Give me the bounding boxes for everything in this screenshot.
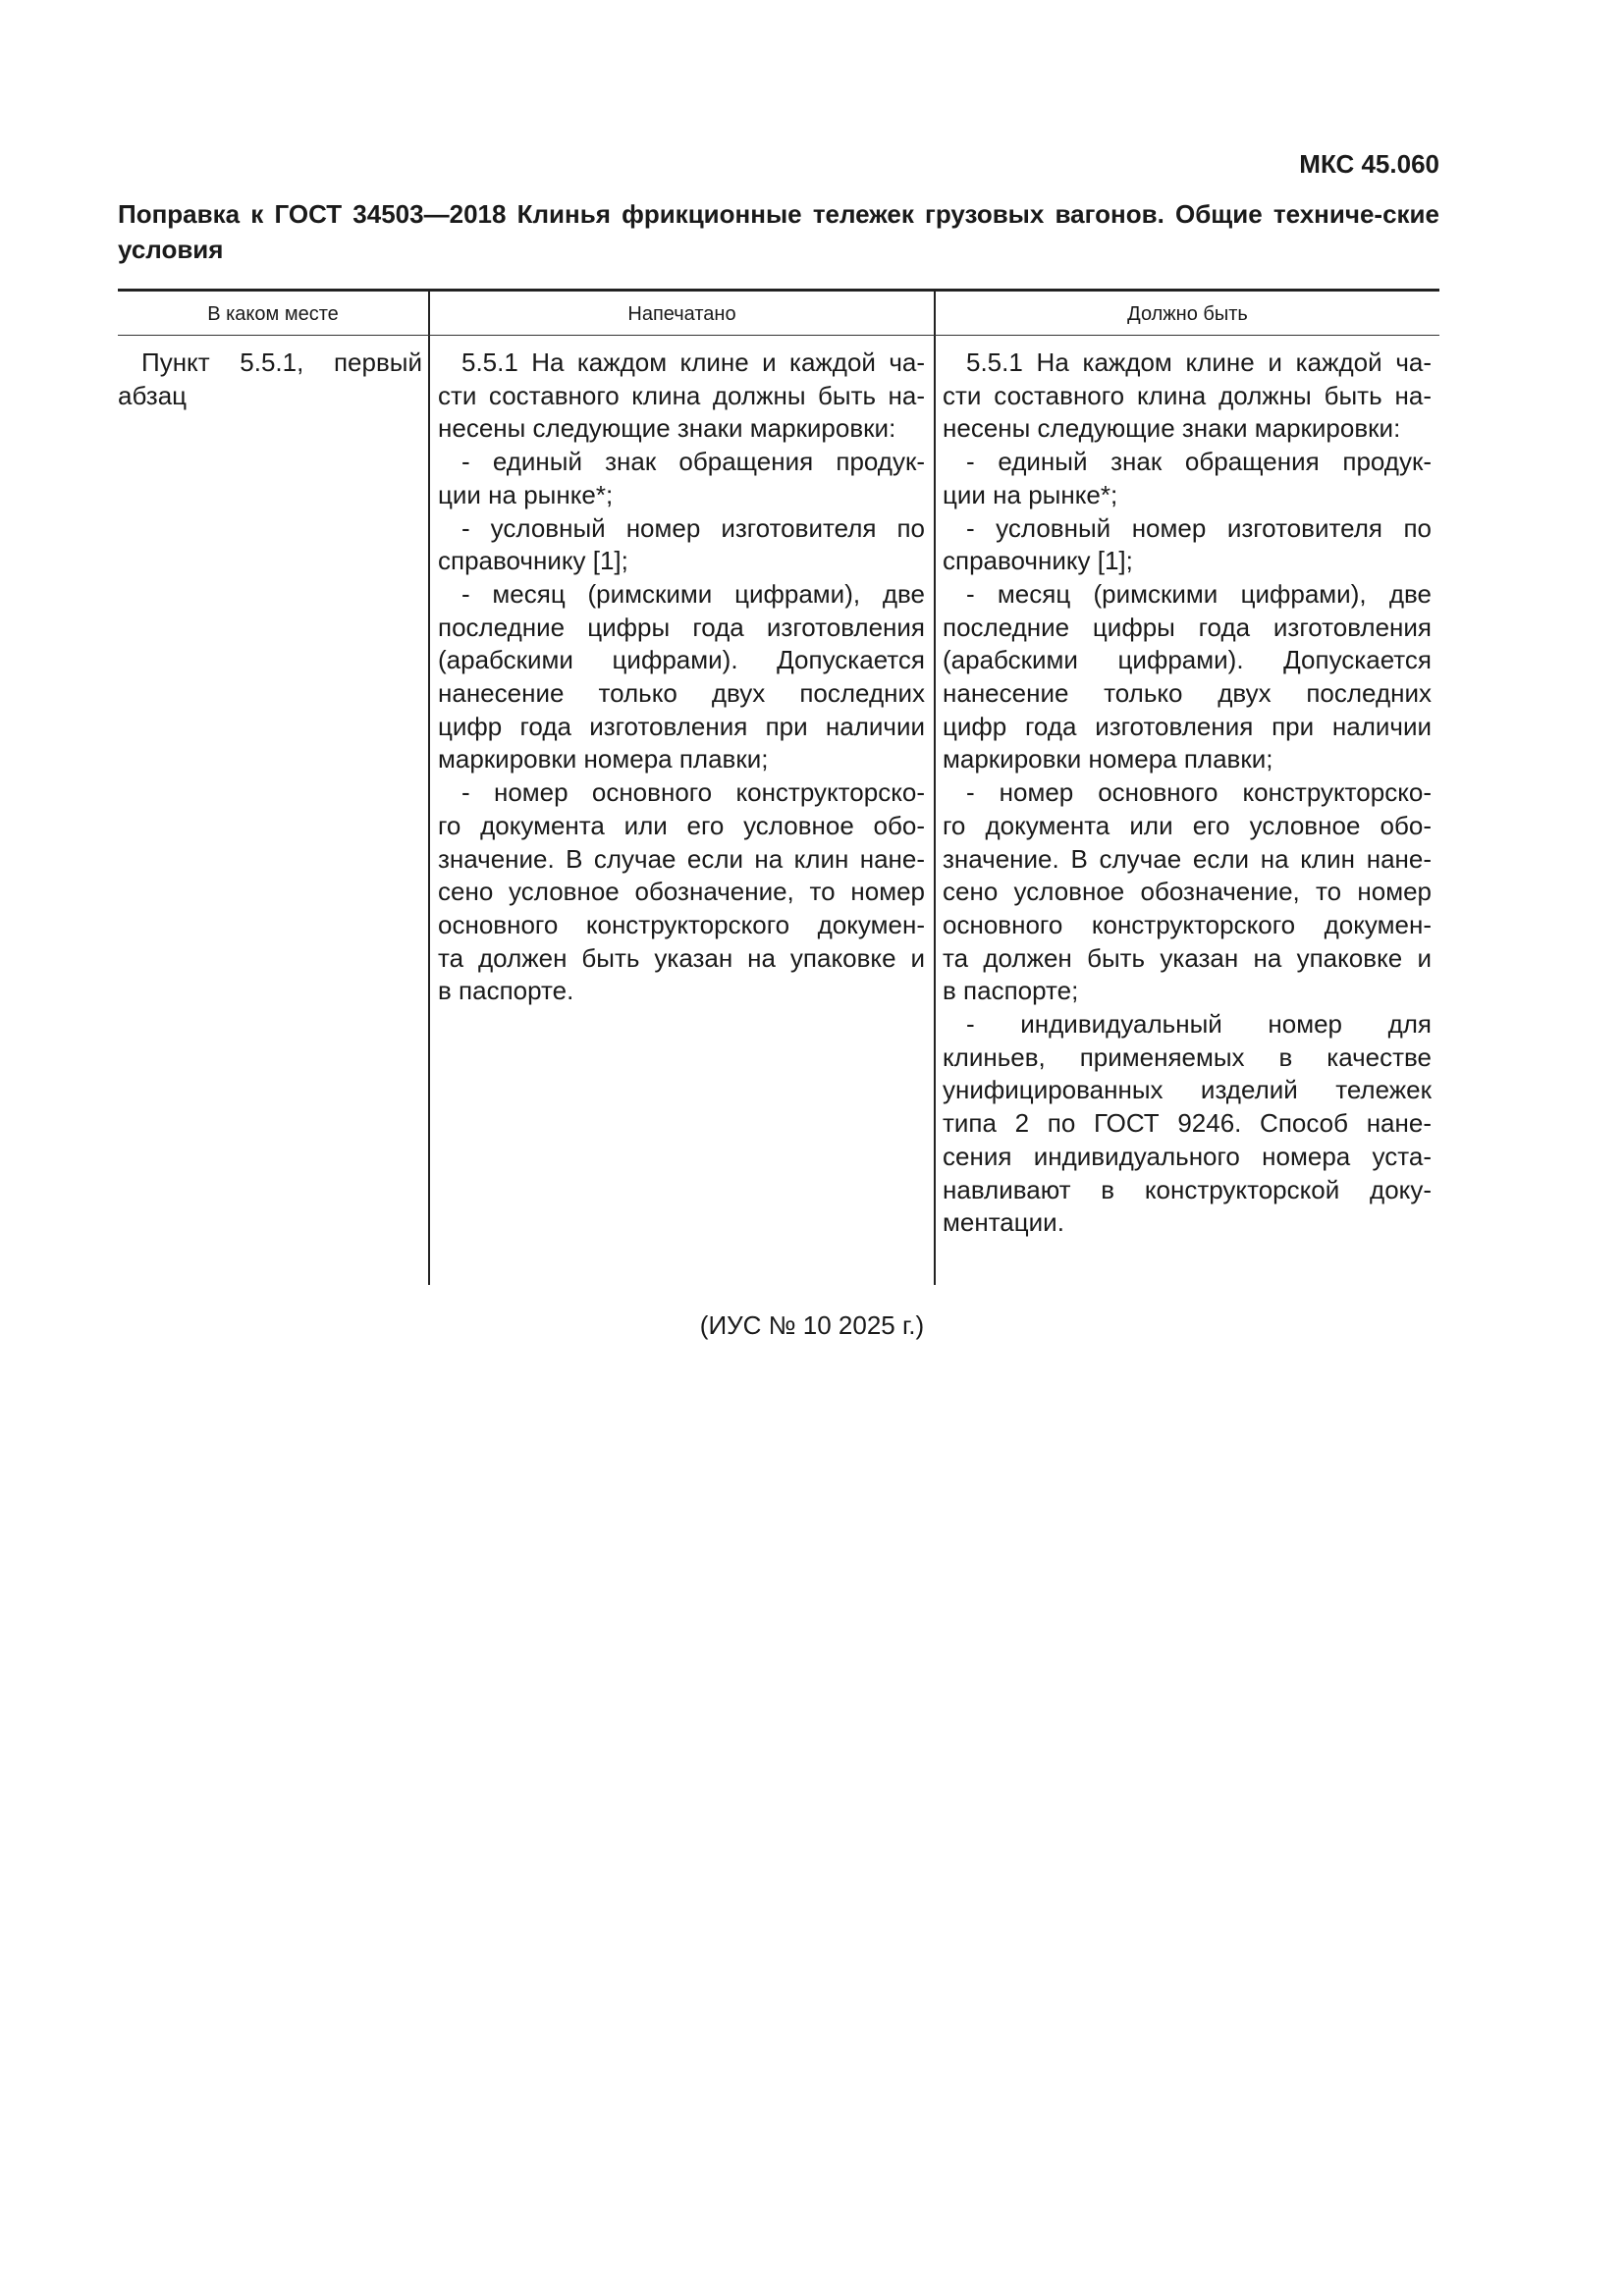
column-header-correct: Должно быть bbox=[1127, 303, 1248, 325]
cell-place bbox=[118, 347, 422, 412]
text-line: справочнику [1]; bbox=[438, 546, 628, 576]
text-line: значение. В случае если на клин нане- bbox=[438, 843, 925, 874]
correction-table bbox=[118, 289, 1439, 1285]
text-line: унифицированных изделий тележек bbox=[943, 1075, 1432, 1105]
classification-code: МКС 45.060 bbox=[1299, 149, 1439, 179]
column-header-place: В каком месте bbox=[207, 303, 339, 325]
text-line: - условный номер изготовителя по bbox=[461, 512, 925, 543]
text-line: основного конструкторского докумен- bbox=[943, 909, 1432, 939]
text-line: - номер основного конструкторско- bbox=[461, 777, 925, 808]
text-line: та должен быть указан на упаковке и bbox=[943, 942, 1432, 973]
text-line: последние цифры года изготовления bbox=[943, 612, 1432, 642]
text-line: та должен быть указан на упаковке и bbox=[438, 942, 925, 973]
text-line: несены следующие знаки маркировки: bbox=[438, 413, 896, 444]
header-divider bbox=[118, 335, 1439, 336]
text-line: сено условное обозначение, то номер bbox=[438, 877, 925, 907]
text-line: - единый знак обращения продук- bbox=[461, 447, 925, 477]
footer-note: (ИУС № 10 2025 г.) bbox=[699, 1310, 925, 1340]
text-line: значение. В случае если на клин нане- bbox=[943, 843, 1432, 874]
text-line: - месяц (римскими цифрами), две bbox=[461, 578, 925, 609]
text-line: Пункт 5.5.1, первый bbox=[141, 347, 422, 377]
text-line: го документа или его условное обо- bbox=[943, 810, 1432, 840]
cell-correct bbox=[943, 347, 1432, 1240]
text-line: нанесение только двух последних bbox=[438, 678, 925, 709]
text-line: цифр года изготовления при наличии bbox=[438, 711, 925, 741]
text-line: клиньев, применяемых в качестве bbox=[943, 1041, 1432, 1072]
text-line: абзац bbox=[118, 380, 188, 410]
text-line: цифр года изготовления при наличии bbox=[943, 711, 1432, 741]
text-line: несены следующие знаки маркировки: bbox=[943, 413, 1401, 444]
text-line: ции на рынке*; bbox=[943, 479, 1118, 509]
text-line: - условный номер изготовителя по bbox=[966, 512, 1432, 543]
text-line: маркировки номера плавки; bbox=[438, 744, 769, 774]
column-divider bbox=[934, 292, 936, 1285]
text-line: в паспорте; bbox=[943, 976, 1079, 1006]
text-line: 5.5.1 На каждом клине и каждой ча- bbox=[966, 347, 1432, 377]
text-line: основного конструкторского докумен- bbox=[438, 909, 925, 939]
text-line: нанесение только двух последних bbox=[943, 678, 1432, 709]
text-line: го документа или его условное обо- bbox=[438, 810, 925, 840]
text-line: в паспорте. bbox=[438, 976, 574, 1006]
text-line: сено условное обозначение, то номер bbox=[943, 877, 1432, 907]
text-line: маркировки номера плавки; bbox=[943, 744, 1273, 774]
cell-printed bbox=[438, 347, 925, 1008]
text-line: - месяц (римскими цифрами), две bbox=[966, 578, 1432, 609]
text-line: навливают в конструкторской доку- bbox=[943, 1174, 1432, 1204]
text-line: ментации. bbox=[943, 1207, 1064, 1238]
text-line: - единый знак обращения продук- bbox=[966, 447, 1432, 477]
document-title: Поправка к ГОСТ 34503—2018 Клинья фрикционные тележек грузовых вагонов. Общие техниче-ские условия bbox=[118, 199, 1439, 264]
text-line: типа 2 по ГОСТ 9246. Способ нане- bbox=[943, 1108, 1432, 1139]
text-line: (арабскими цифрами). Допускается bbox=[943, 645, 1432, 675]
text-line: 5.5.1 На каждом клине и каждой ча- bbox=[461, 347, 925, 377]
text-line: - индивидуальный номер для bbox=[966, 1009, 1432, 1040]
column-header-printed: Напечатано bbox=[627, 303, 736, 325]
text-line: - номер основного конструкторско- bbox=[966, 777, 1432, 808]
text-line: (арабскими цифрами). Допускается bbox=[438, 645, 925, 675]
text-line: справочнику [1]; bbox=[943, 546, 1133, 576]
text-line: ции на рынке*; bbox=[438, 479, 614, 509]
text-line: сения индивидуального номера уста- bbox=[943, 1141, 1432, 1171]
column-divider bbox=[428, 292, 430, 1285]
text-line: последние цифры года изготовления bbox=[438, 612, 925, 642]
text-line: сти составного клина должны быть на- bbox=[943, 380, 1432, 410]
text-line: сти составного клина должны быть на- bbox=[438, 380, 925, 410]
